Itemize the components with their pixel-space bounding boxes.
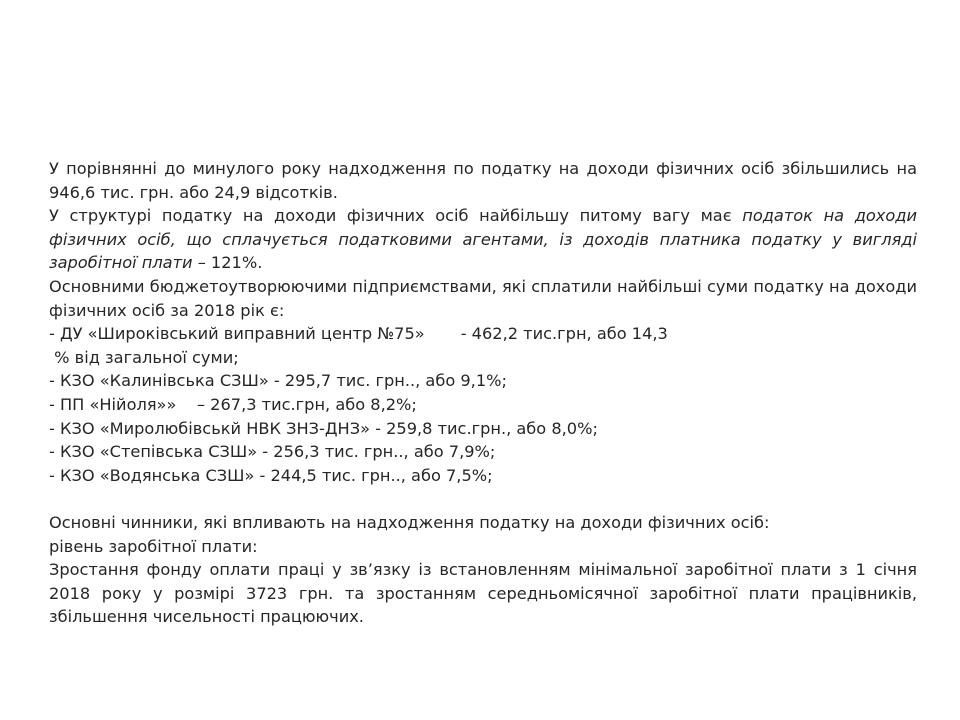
list-item: % від загальної суми; (49, 347, 239, 367)
paragraph-income-growth: У порівнянні до минулого року надходження по податку на доходи фізичних осіб збільшились на 946,6 тис. грн. або 24,9 відсотків. (49, 159, 917, 202)
factor-description: Зростання фонду оплати праці у зв’язку із встановленням мінімальної заробітної плати з 1 січня 2018 року у розмірі 3723 грн. та зростанням середньомісячної заробітної плати працівників, збільшення чисельності працюючих. (49, 560, 917, 627)
list-item: - ПП «Нійоля»» – 267,3 тис.грн, або 8,2%; (49, 394, 417, 414)
list-item: - КЗО «Калинівська СЗШ» - 295,7 тис. грн.., або 9,1%; (49, 371, 507, 391)
tax-structure-text: У структурі податку на доходи фізичних осіб найбільшу питому вагу має (49, 206, 743, 226)
paragraph-main-taxpayers: Основними бюджетоутворюючими підприємствами, які сплатили найбільші суми податку на доходи фізичних осіб за 2018 рік є: (49, 276, 917, 320)
list-item: - КЗО «Степівська СЗШ» - 256,3 тис. грн.., або 7,9%; (49, 442, 496, 462)
factors-heading: Основні чинники, які впливають на надходження податку на доходи фізичних осіб: (49, 512, 770, 532)
list-item: - КЗО «Водянська СЗШ» - 244,5 тис. грн.., або 7,5%; (49, 465, 493, 485)
paragraph-tax-structure (49, 204, 917, 275)
tax-structure-share: – 121%. (192, 253, 263, 273)
list-item: - ДУ «Широківський виправний центр №75» - 462,2 тис.грн, або 14,3 (49, 324, 668, 344)
slide-text-block (49, 157, 917, 629)
list-item: - КЗО «Миролюбівськй НВК ЗНЗ-ДНЗ» - 259,8 тис.грн., або 8,0%; (49, 418, 598, 438)
factor-label: рівень заробітної плати: (49, 536, 258, 556)
paragraph-gap (49, 487, 917, 511)
tax-structure-italic: податок на доходи фізичних осіб, що сплачується податковими агентами, із доходів платника податку у вигляді заробітної плати (49, 206, 917, 273)
